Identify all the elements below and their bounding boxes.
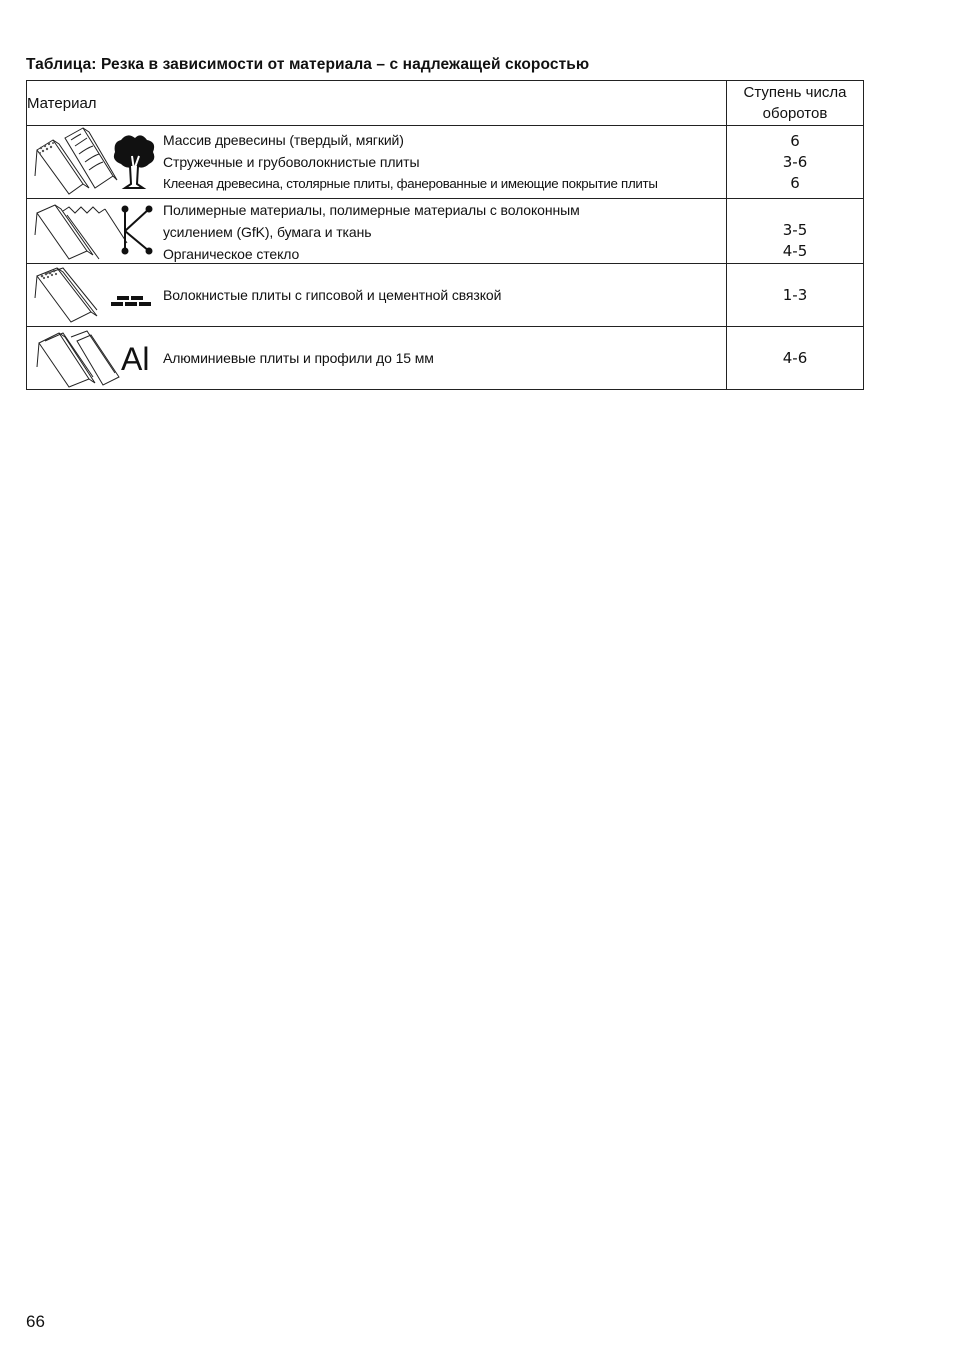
material-cell (27, 264, 727, 327)
speed-cell (727, 327, 864, 390)
speed-value: 3-6 (782, 152, 808, 171)
material-cell (27, 126, 727, 199)
material-line: Массив древесины (твердый, мягкий) (163, 132, 404, 148)
material-speed-table (26, 80, 864, 390)
material-line: Волокнистые плиты с гипсовой и цементной связкой (163, 287, 502, 303)
header-material: Материал (27, 81, 727, 126)
material-cell (27, 327, 727, 390)
aluminium-symbol: Al (121, 341, 150, 377)
material-description (163, 284, 722, 306)
table-row (27, 126, 864, 199)
speed-value: 1-3 (782, 285, 808, 304)
material-line: Клееная древесина, столярные плиты, фанерованные и имеющие покрытие плиты (163, 176, 658, 191)
speed-cell (727, 199, 864, 264)
header-speed-line-2: оборотов (762, 105, 828, 122)
speed-cell (727, 126, 864, 199)
speed-cell (727, 264, 864, 327)
material-line: Полимерные материалы, полимерные материалы с волоконным (163, 202, 580, 218)
material-description (163, 347, 722, 369)
speed-value: 6 (790, 173, 800, 192)
material-cell (27, 199, 727, 264)
header-speed-line-1: Ступень числа (743, 84, 847, 101)
brick-icon (31, 264, 161, 326)
table-row (27, 327, 864, 390)
aluminium-al-icon (31, 327, 161, 389)
speed-value: 4-5 (782, 242, 808, 260)
material-line: Органическое стекло (163, 246, 300, 262)
material-line: Стружечные и грубоволокнистые плиты (163, 154, 420, 170)
table-header-row (27, 81, 864, 126)
speed-value: 3-5 (782, 221, 808, 239)
plastic-k-icon (31, 199, 161, 263)
material-line: Алюминиевые плиты и профили до 15 мм (163, 350, 434, 366)
material-line: усилением (GfK), бумага и ткань (163, 224, 372, 240)
table-row (27, 264, 864, 327)
table-title: Таблица: Резка в зависимости от материала – с надлежащей скоростью (26, 56, 590, 73)
material-description (163, 129, 722, 195)
speed-value: 4-6 (782, 348, 808, 367)
speed-value: 6 (790, 131, 800, 150)
material-description (163, 199, 722, 265)
page-number: 66 (26, 1312, 45, 1331)
table-row (27, 199, 864, 264)
header-speed (727, 81, 864, 126)
wood-tree-icon (31, 126, 161, 198)
